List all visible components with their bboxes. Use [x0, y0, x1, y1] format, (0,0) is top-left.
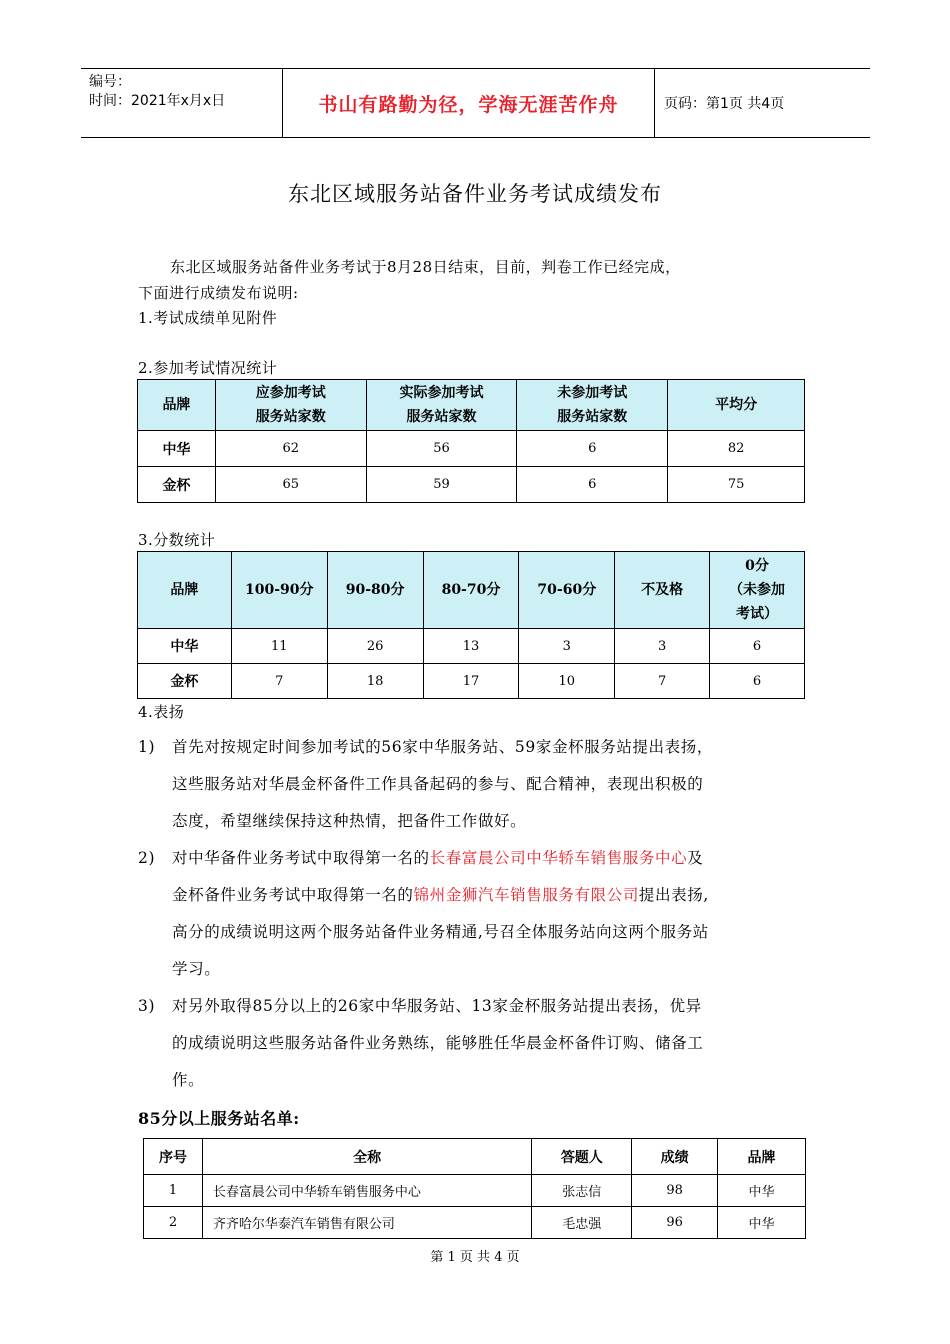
praise-line: 的成绩说明这些服务站备件业务熟练，能够胜任华晨金杯备件订购、储备工	[172, 1034, 704, 1052]
header-cell: 品牌	[138, 552, 232, 629]
header-cell: 90-80分	[327, 552, 423, 629]
header-page-label: 页码：第1页 共4页	[664, 96, 785, 112]
table-cell: 6	[517, 431, 668, 467]
page-header	[81, 68, 870, 138]
table-cell: 98	[632, 1175, 718, 1207]
praise-line: 这些服务站对华晨金杯备件工作具备起码的参与、配合精神，表现出积极的	[172, 775, 704, 793]
table-header-row	[138, 552, 805, 629]
header-motto: 书山有路勤为径，学海无涯苦作舟	[318, 93, 619, 116]
number-label: 编号：	[89, 74, 131, 90]
brand-cell: 金杯	[138, 467, 216, 503]
praise-line: 态度，希望继续保持这种热情，把备件工作做好。	[172, 812, 527, 830]
table-cell: 7	[615, 664, 710, 699]
header-cell: 品牌	[718, 1139, 806, 1175]
header-cell: 应参加考试 服务站家数	[215, 380, 366, 431]
section-1-heading: 1.考试成绩单见附件	[138, 309, 278, 327]
header-cell: 实际参加考试 服务站家数	[366, 380, 517, 431]
table-cell: 6	[710, 664, 805, 699]
section-2-heading: 2.参加考试情况统计	[138, 359, 278, 377]
table-row	[144, 1207, 806, 1239]
table-cell: 3	[615, 629, 710, 664]
table-cell: 82	[668, 431, 805, 467]
intro-paragraph: 东北区域服务站备件业务考试于8月28日结束，目前，判卷工作已经完成，	[170, 258, 681, 276]
header-cell: 平均分	[668, 380, 805, 431]
table-cell: 3	[519, 629, 615, 664]
table-cell: 7	[231, 664, 327, 699]
table-cell: 56	[366, 431, 517, 467]
time-label: 时间：2021年x月x日	[89, 93, 226, 109]
page-footer: 第 1 页 共 4 页	[430, 1250, 520, 1265]
header-cell: 答题人	[532, 1139, 632, 1175]
brand-cell: 中华	[138, 431, 216, 467]
table-cell: 13	[423, 629, 519, 664]
list-number: 3)	[138, 997, 156, 1015]
station-list-table	[143, 1138, 806, 1239]
table-cell: 96	[632, 1207, 718, 1239]
table-row	[138, 664, 805, 699]
table-cell: 6	[710, 629, 805, 664]
table-cell: 1	[144, 1175, 203, 1207]
praise-line: 学习。	[172, 960, 221, 978]
participation-table	[137, 379, 805, 503]
brand-cell: 金杯	[138, 664, 232, 699]
brand-cell: 中华	[138, 629, 232, 664]
score-table	[137, 551, 805, 699]
table-cell: 62	[215, 431, 366, 467]
table-cell: 2	[144, 1207, 203, 1239]
table-row	[138, 467, 805, 503]
table-row	[138, 629, 805, 664]
header-cell: 100-90分	[231, 552, 327, 629]
table-header-row	[144, 1139, 806, 1175]
header-meta	[89, 73, 225, 111]
table-header-row	[138, 380, 805, 431]
table-cell: 中华	[718, 1207, 806, 1239]
list-number: 2)	[138, 849, 156, 867]
table-cell: 18	[327, 664, 423, 699]
table-cell: 59	[366, 467, 517, 503]
list-number: 1)	[138, 738, 156, 756]
header-divider	[654, 69, 655, 137]
section-4-heading: 4.表扬	[138, 703, 185, 721]
praise-line: 高分的成绩说明这两个服务站备件业务精通,号召全体服务站向这两个服务站	[172, 923, 709, 941]
header-cell: 序号	[144, 1139, 203, 1175]
praise-line: 对中华备件业务考试中取得第一名的长春富晨公司中华轿车销售服务中心及	[172, 849, 704, 867]
table-cell: 齐齐哈尔华泰汽车销售有限公司	[202, 1207, 531, 1239]
list-title: 85分以上服务站名单:	[138, 1109, 300, 1128]
table-cell: 75	[668, 467, 805, 503]
header-cell: 成绩	[632, 1139, 718, 1175]
table-cell: 张志信	[532, 1175, 632, 1207]
table-row	[138, 431, 805, 467]
table-cell: 6	[517, 467, 668, 503]
table-cell: 17	[423, 664, 519, 699]
intro-paragraph-cont: 下面进行成绩发布说明:	[138, 284, 299, 302]
table-cell: 26	[327, 629, 423, 664]
header-cell: 80-70分	[423, 552, 519, 629]
praise-line: 作。	[172, 1071, 205, 1089]
table-cell: 10	[519, 664, 615, 699]
header-cell: 未参加考试 服务站家数	[517, 380, 668, 431]
header-cell: 品牌	[138, 380, 216, 431]
praise-line: 对另外取得85分以上的26家中华服务站、13家金杯服务站提出表扬，优异	[172, 997, 702, 1015]
table-cell: 中华	[718, 1175, 806, 1207]
header-cell: 不及格	[615, 552, 710, 629]
praise-line: 金杯备件业务考试中取得第一名的锦州金狮汽车销售服务有限公司提出表扬,	[172, 886, 709, 904]
praise-line: 首先对按规定时间参加考试的56家中华服务站、59家金杯服务站提出表扬，	[172, 738, 713, 756]
header-cell: 0分 （未参加 考试）	[710, 552, 805, 629]
table-row	[144, 1175, 806, 1207]
header-cell: 全称	[202, 1139, 531, 1175]
table-cell: 长春富晨公司中华轿车销售服务中心	[202, 1175, 531, 1207]
table-cell: 65	[215, 467, 366, 503]
document-title: 东北区域服务站备件业务考试成绩发布	[288, 182, 662, 206]
highlight-station: 长春富晨公司中华轿车销售服务中心	[429, 849, 688, 867]
header-cell: 70-60分	[519, 552, 615, 629]
highlight-station: 锦州金狮汽车销售服务有限公司	[413, 886, 639, 904]
table-cell: 11	[231, 629, 327, 664]
section-3-heading: 3.分数统计	[138, 531, 216, 549]
table-cell: 毛忠强	[532, 1207, 632, 1239]
